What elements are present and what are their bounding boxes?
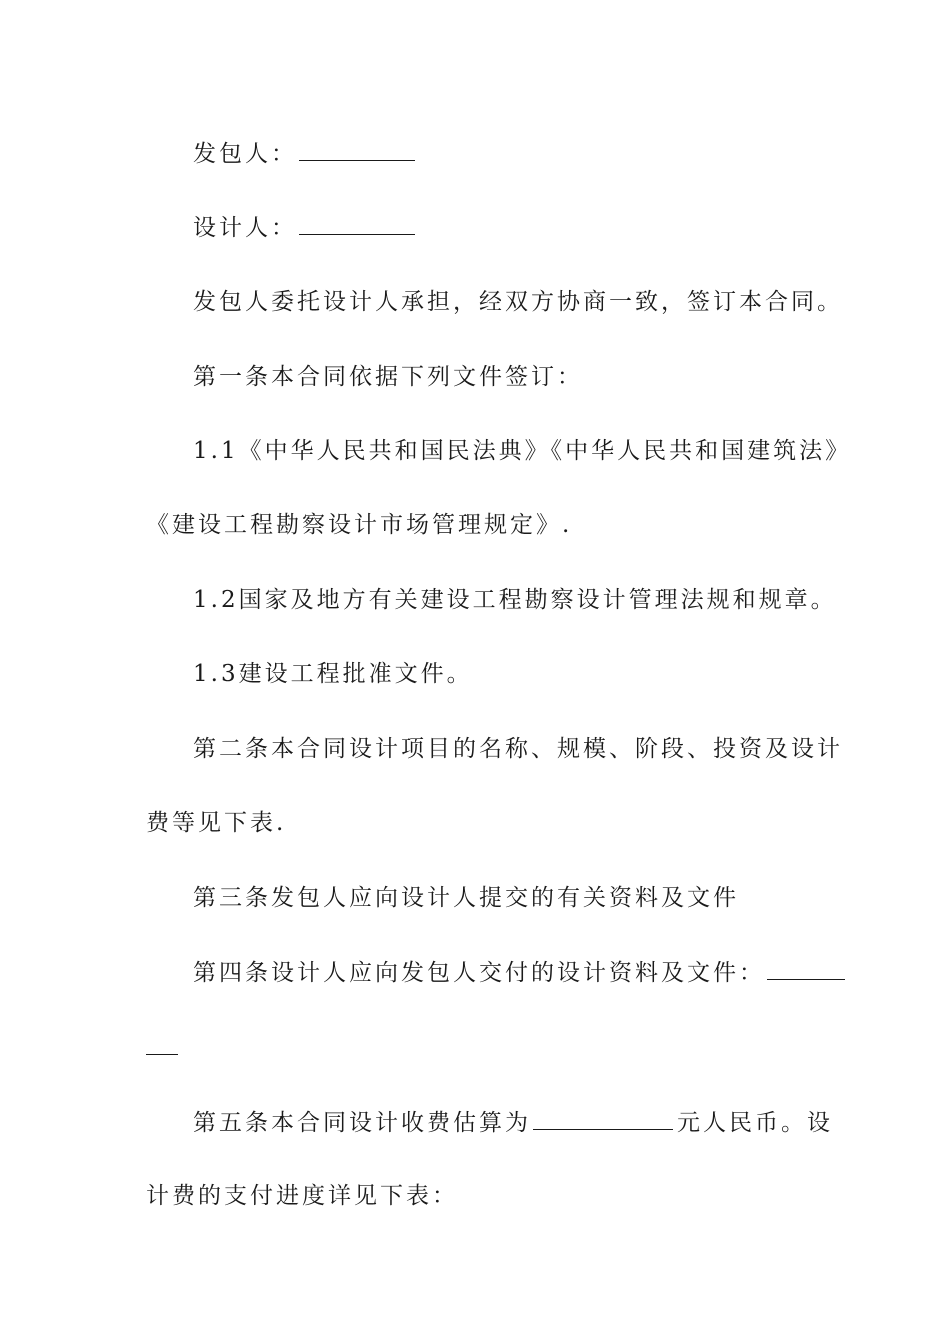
article-1-3: 1.3建设工程批准文件。 (193, 661, 473, 687)
article-5-suffix: 元人民币。设 (677, 1110, 833, 1136)
article-1-title: 第一条本合同依据下列文件签订： (193, 364, 583, 390)
party-a-line (193, 138, 415, 169)
article-4-blank (767, 957, 845, 980)
article-5-prefix: 第五条本合同设计收费估算为 (193, 1110, 531, 1136)
article-4-blank-continued (146, 1032, 178, 1055)
article-4-continuation (146, 1032, 178, 1063)
article-5-line-2: 计费的支付进度详见下表： (146, 1183, 458, 1209)
article-1-1-line-1: 1.1《中华人民共和国民法典》《中华人民共和国建筑法》 (193, 438, 852, 464)
design-fee-blank (533, 1107, 673, 1130)
article-1-2: 1.2国家及地方有关建设工程勘察设计管理法规和规章。 (193, 587, 837, 613)
designer-line (193, 212, 415, 243)
party-a-blank (299, 138, 415, 161)
article-4-line (193, 957, 845, 988)
designer-blank (299, 212, 415, 235)
article-5-line-1 (193, 1107, 833, 1138)
article-1-1-line-2: 《建设工程勘察设计市场管理规定》. (146, 512, 573, 538)
designer-label: 设计人： (193, 215, 297, 241)
article-4-text: 第四条设计人应向发包人交付的设计资料及文件： (193, 960, 765, 986)
article-2-line-1: 第二条本合同设计项目的名称、规模、阶段、投资及设计 (193, 736, 843, 762)
intro-paragraph: 发包人委托设计人承担，经双方协商一致，签订本合同。 (193, 289, 843, 315)
party-a-label: 发包人： (193, 141, 297, 167)
article-3: 第三条发包人应向设计人提交的有关资料及文件 (193, 885, 739, 911)
article-2-line-2: 费等见下表. (146, 810, 287, 836)
